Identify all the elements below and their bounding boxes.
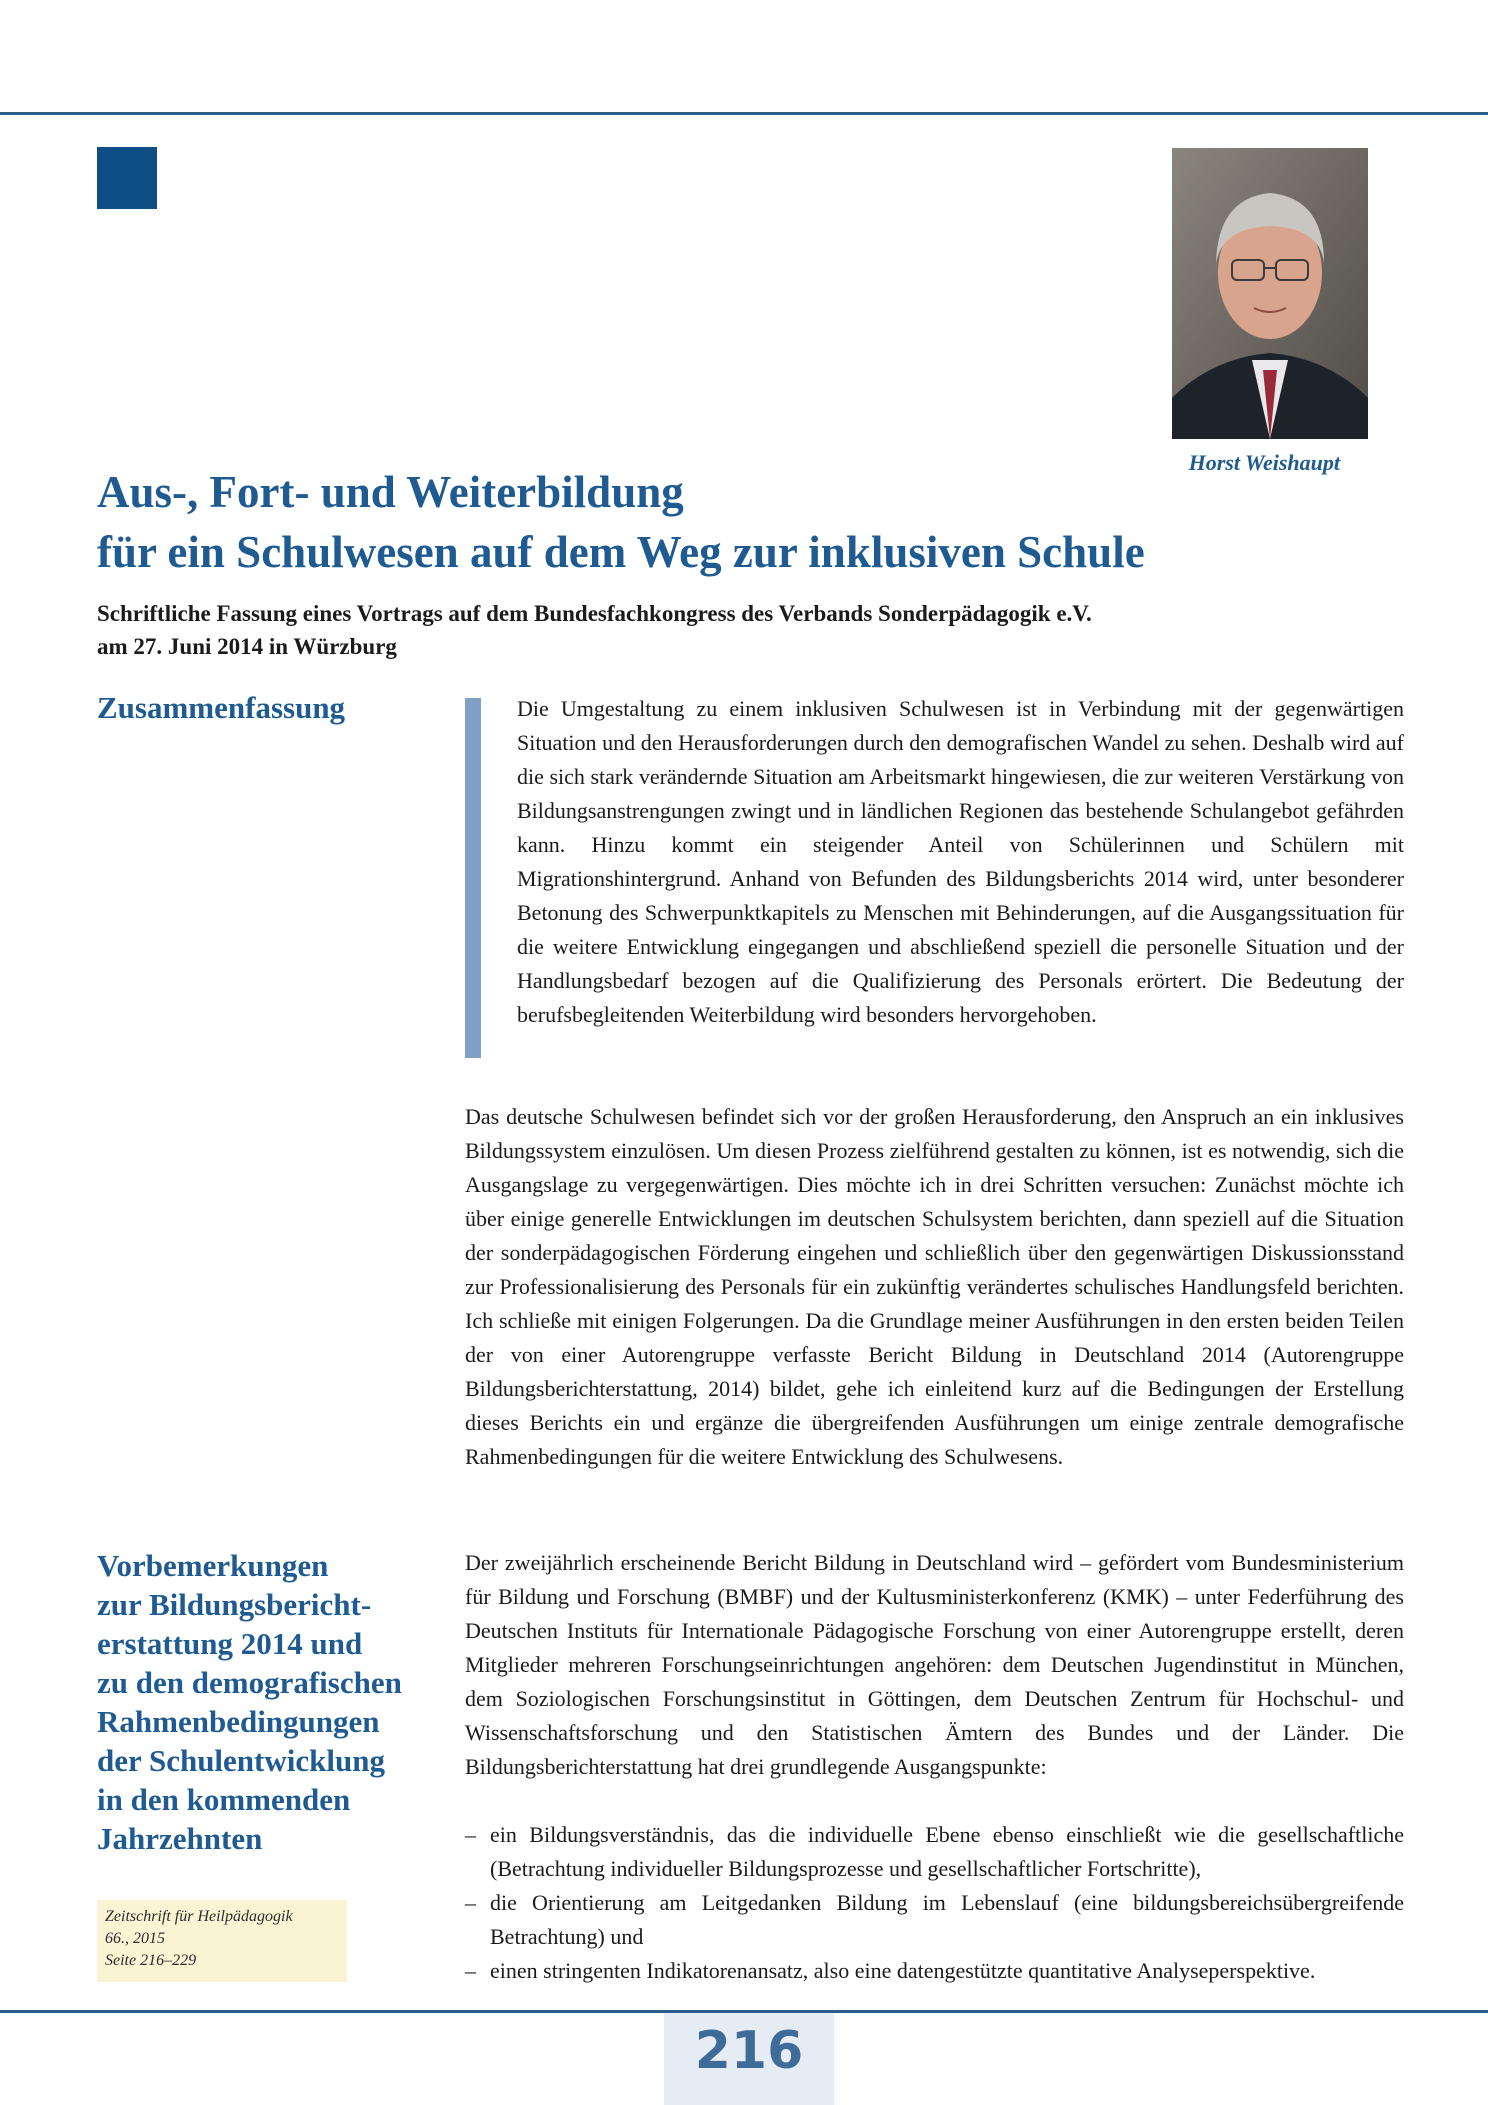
section-heading-line: zu den demografischen — [97, 1665, 402, 1700]
section-heading — [97, 1546, 402, 1858]
list-item-text: ein Bildungsverständnis, das die individuelle Ebene ebenso einschließt wie die gesellschaftliche (Betrachtung individueller Bildungsprozesse und gesellschaftlicher Fortschritte), — [490, 1822, 1404, 1881]
article-subtitle-line: am 27. Juni 2014 in Würzburg — [97, 634, 397, 659]
journal-volume: 66., 2015 — [105, 1930, 165, 1947]
abstract-accent-bar — [465, 698, 481, 1058]
section-heading-line: der Schulentwicklung — [97, 1743, 385, 1778]
section-heading-line: Vorbemerkungen — [97, 1548, 329, 1583]
section-heading-line: Jahrzehnten — [97, 1821, 263, 1856]
journal-name: Zeitschrift für Heilpädagogik — [105, 1908, 293, 1925]
list-item-text: die Orientierung am Leitgedanken Bildung im Lebenslauf (eine bildungsbereichsübergreifende Betrachtung) und — [490, 1890, 1404, 1949]
bullet-dash: – — [465, 1958, 476, 1983]
section-heading-line: Rahmenbedingungen — [97, 1704, 380, 1739]
summary-heading-text: Zusammenfassung — [97, 690, 346, 725]
list-item — [465, 1954, 1404, 1988]
author-caption: Horst Weishaupt — [1188, 450, 1340, 475]
section-heading-line: erstattung 2014 und — [97, 1626, 363, 1661]
journal-pages: Seite 216–229 — [105, 1952, 197, 1969]
bullet-dash: – — [465, 1822, 476, 1847]
list-item-text: einen stringenten Indikatorenansatz, also eine datengestützte quantitative Analyseperspektive. — [490, 1958, 1316, 1983]
author-portrait-image — [1172, 148, 1368, 439]
article-title-line: Aus-, Fort- und Weiterbildung — [97, 467, 684, 517]
journal-citation-box — [97, 1900, 347, 1982]
list-item — [465, 1886, 1404, 1954]
page-number: 216 — [694, 2021, 804, 2081]
article-title — [97, 462, 1397, 582]
section-heading-line: zur Bildungsbericht- — [97, 1587, 372, 1622]
bullet-dash: – — [465, 1890, 476, 1915]
article-subtitle-line: Schriftliche Fassung eines Vortrags auf dem Bundesfachkongress des Verbands Sonderpädagogik e.V. — [97, 601, 1092, 626]
section-marker-square — [97, 147, 157, 209]
abstract-text: Die Umgestaltung zu einem inklusiven Schulwesen ist in Verbindung mit der gegenwärtigen Situation und den Herausforderungen durch den demografischen Wandel zu sehen. Deshalb wird auf die sich stark verändernde Situation am Arbeitsmarkt hingewiesen, die zur weiteren Verstärkung von Bildungsanstrengungen zwingt und in ländlichen Regionen das bestehende Schulangebot gefährden kann. Hinzu kommt ein steigender Anteil von Schülerinnen und Schülern mit Migrationshintergrund. Anhand von Befunden des Bildungsberichts 2014 wird, unter besonderer Betonung des Schwerpunktkapitels zu Menschen mit Behinderungen, auf die Ausgangssituation für die weitere Entwicklung eingegangen und abschließend speziell die personelle Situation und der Handlungsbedarf bezogen auf die Qualifizierung des Personals erörtert. Die Bedeutung der berufsbegleitenden Weiterbildung wird besonders hervorgehoben. — [517, 696, 1404, 1027]
summary-heading — [97, 688, 345, 727]
article-title-line: für ein Schulwesen auf dem Weg zur inklusiven Schule — [97, 527, 1145, 577]
list-item — [465, 1818, 1404, 1886]
top-rule — [0, 112, 1488, 115]
section-paragraph: Der zweijährlich erscheinende Bericht Bildung in Deutschland wird – gefördert vom Bundesministerium für Bildung und Forschung (BMBF) und der Kultusministerkonferenz (KMK) – unter Federführung des Deutschen Instituts für Internationale Pädagogische Forschung von einer Autorengruppe erstellt, deren Mitglieder mehreren Forschungseinrichtungen angehören: dem Deutschen Jugendinstitut in München, dem Soziologischen Forschungsinstitut in Göttingen, dem Deutschen Zentrum für Hochschul- und Wissenschaftsforschung und den Statistischen Ämtern des Bundes und der Länder. Die Bildungsberichterstattung hat drei grundlegende Ausgangspunkte: — [465, 1550, 1404, 1779]
bullet-list — [465, 1818, 1404, 1988]
section-heading-line: in den kommenden — [97, 1782, 351, 1817]
article-subtitle — [97, 597, 1397, 663]
intro-paragraph: Das deutsche Schulwesen befindet sich vor der großen Herausforderung, den Anspruch an ein inklusives Bildungssystem einzulösen. Um diesen Prozess zielführend gestalten zu können, ist es notwendig, sich die Ausgangslage zu vergegenwärtigen. Dies möchte ich in drei Schritten versuchen: Zunächst möchte ich über einige generelle Entwicklungen im deutschen Schulsystem berichten, dann speziell auf die Situation der sonderpädagogischen Förderung eingehen und schließlich über den gegenwärtigen Diskussionsstand zur Professionalisierung des Personals für ein zukünftig verändertes schulisches Handlungsfeld berichten. Ich schließe mit einigen Folgerungen. Da die Grundlage meiner Ausführungen in den ersten beiden Teilen der von einer Autorengruppe verfasste Bericht Bildung in Deutschland 2014 (Autorengruppe Bildungsberichterstattung, 2014) bildet, gehe ich einleitend kurz auf die Bedingungen der Erstellung dieses Berichts ein und ergänze die übergreifenden Ausführungen um einige zentrale demografische Rahmenbedingungen für die weitere Entwicklung des Schulwesens. — [465, 1104, 1404, 1469]
